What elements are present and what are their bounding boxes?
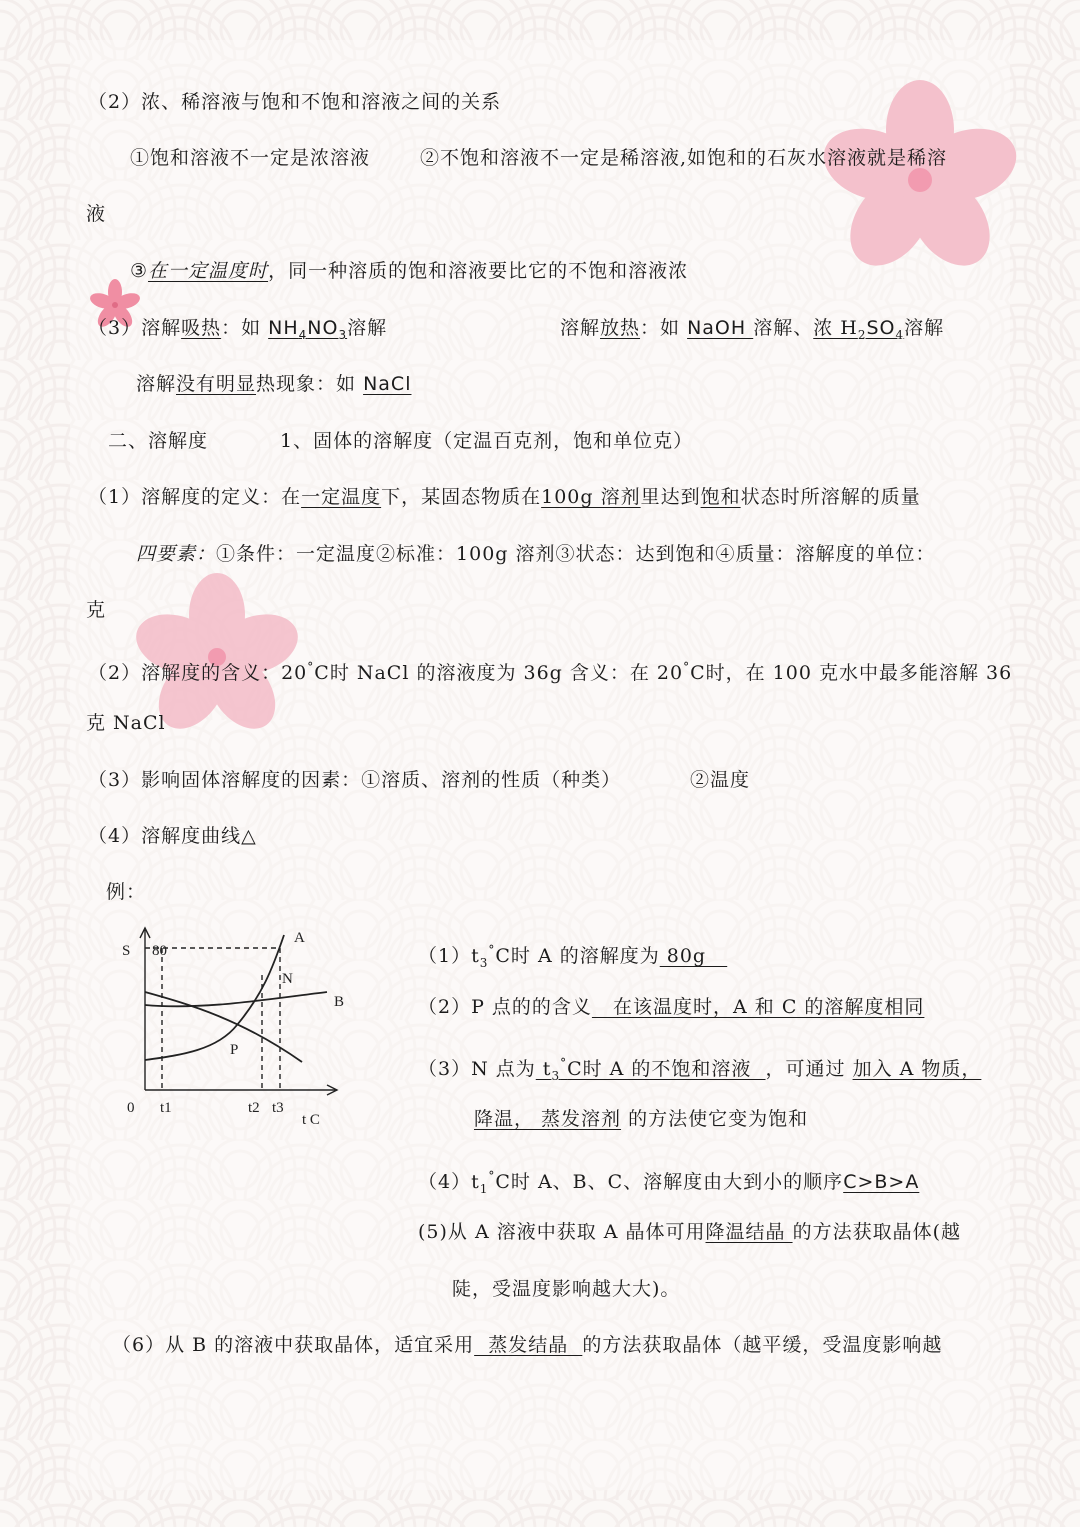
q3-l2-answer: 降温， 蒸发溶剂 [474, 1108, 622, 1130]
q3-ans1-sub: 3 [551, 1069, 561, 1083]
series-b-label: B [334, 994, 345, 1010]
q4-sub: 1 [479, 1182, 489, 1196]
so-part: SO [866, 317, 896, 339]
origin-label: 0 [127, 1100, 135, 1116]
noheat-prefix: 溶解 [136, 373, 177, 395]
four-elements-cont: 克 [86, 599, 107, 621]
section2-point3 [130, 259, 688, 283]
nh-part: NH [268, 317, 299, 339]
q2-a: （2）P 点的的含义 [418, 996, 592, 1018]
def-mid1: 下，某固态物质在 [381, 486, 542, 508]
q6-a: （6）从 B 的溶液中获取晶体，适宜采用 [112, 1334, 475, 1356]
four-elements [136, 542, 936, 566]
q1-sub: 3 [479, 956, 489, 970]
question-4 [418, 1164, 919, 1201]
noheat-mid: 热现象：如 [256, 373, 364, 395]
section2-title: （2）浓、稀溶液与饱和不饱和溶液之间的关系 [88, 91, 502, 113]
part2-subheading: 1、固体的溶解度（定温百克剂，饱和单位克） [280, 430, 694, 452]
section3-endothermic [88, 316, 387, 347]
example-label: 例： [106, 881, 147, 903]
q6-b: 的方法获取晶体（越平缓，受温度影响越 [582, 1334, 943, 1356]
factors-temperature: ②温度 [690, 769, 751, 791]
q3-ans1-a: t [535, 1058, 552, 1080]
question-3-cont [474, 1107, 808, 1131]
part2-heading: 二、溶解度 [108, 430, 209, 452]
point3-prefix: ③ [130, 260, 149, 282]
meaning-a: （2）溶解度的含义：20 [88, 662, 308, 684]
four-label: 四要素： [136, 543, 217, 565]
question-5 [418, 1220, 961, 1244]
point3-rest: ，同一种溶质的饱和溶液要比它的不饱和溶液浓 [268, 260, 689, 282]
point-p-label: P [230, 1042, 239, 1058]
naoh-formula: NaOH [687, 317, 754, 339]
four-text: ①条件：一定温度②标准：100g 溶剂③状态：达到饱和④质量：溶解度的单位： [216, 543, 936, 565]
curve-title: （4）溶解度曲线△ [88, 825, 257, 847]
nacl-formula: NaCl [363, 373, 412, 395]
q2-answer: 在该温度时，A 和 C 的溶解度相同 [591, 996, 925, 1018]
solubility-curve-chart [112, 920, 362, 1135]
curve-c [145, 992, 302, 1062]
q4-deg: ° [488, 1169, 496, 1183]
q4-answer: C>B>A [843, 1171, 920, 1193]
y-tick-80: 80 [152, 943, 167, 959]
q3-b: ，可通过 [765, 1058, 853, 1080]
def-mid2: 里达到 [640, 486, 701, 508]
def-u2: 100g 溶剂 [541, 486, 641, 508]
section2-point2: ②不饱和溶液不一定是稀溶液,如饱和的石灰水溶液就是稀溶 [420, 147, 948, 169]
exothermic-mid: ：如 [640, 317, 688, 339]
def-tail: 状态时所溶解的质量 [740, 486, 921, 508]
endothermic-word: 吸热 [181, 317, 222, 339]
deg1: ° [307, 660, 315, 674]
q3-a: （3）N 点为 [418, 1058, 536, 1080]
section3-exothermic [560, 316, 944, 347]
question-5-cont: 陡，受温度影响越大大)。 [452, 1278, 681, 1300]
noheat-underlined: 没有明显 [176, 373, 257, 395]
q6-answer: 蒸发结晶 [474, 1334, 583, 1356]
x-tick-t1: t1 [160, 1100, 172, 1116]
def-u3: 饱和 [700, 486, 741, 508]
x-tick-t2: t2 [248, 1100, 260, 1116]
meaning-b: C时 NaCl 的溶液度为 36g 含义：在 20 [314, 662, 684, 684]
endothermic-prefix: （3）溶解 [88, 317, 182, 339]
section3-no-heat [136, 372, 411, 396]
y-axis-label: S [122, 943, 131, 959]
q3-answer2: 加入 A 物质， [852, 1058, 982, 1080]
section2-point1: ①饱和溶液不一定是浓溶液 [130, 147, 371, 169]
nh4no3-formula [268, 317, 348, 342]
q1-answer: 80g [659, 945, 728, 967]
q1-deg: ° [488, 943, 496, 957]
q5-a: (5)从 A 溶液中获取 A 晶体可用 [418, 1221, 706, 1243]
q5-answer: 降温结晶 [705, 1221, 793, 1243]
def-prefix: （1）溶解度的定义：在 [88, 486, 302, 508]
exothermic-prefix: 溶解 [560, 317, 601, 339]
no-sub: 3 [338, 328, 348, 342]
point-n-label: N [282, 971, 293, 987]
meaning-c: C时，在 100 克水中最多能溶解 36 [690, 662, 1013, 684]
factors-line: （3）影响固体溶解度的因素：①溶质、溶剂的性质（种类） [88, 769, 622, 791]
q5-b: 的方法获取晶体(越 [792, 1221, 961, 1243]
h-sub: 2 [857, 328, 867, 342]
x-tick-t3: t3 [272, 1100, 284, 1116]
q4-a: （4）t [418, 1171, 480, 1193]
solubility-definition [88, 485, 921, 509]
q4-b: C时 A、B、C、溶解度由大到小的顺序 [495, 1171, 844, 1193]
question-6 [112, 1333, 942, 1357]
section2-point2-cont: 液 [86, 203, 107, 225]
question-1 [418, 938, 727, 975]
no-part: NO [307, 317, 339, 339]
q3-deg: ° [560, 1056, 568, 1070]
endothermic-tail: 溶解 [347, 317, 388, 339]
solubility-meaning [88, 655, 1012, 685]
exothermic-word: 放热 [600, 317, 641, 339]
deg2: ° [683, 660, 691, 674]
def-u1: 一定温度 [301, 486, 382, 508]
q1-b: C时 A 的溶解度为 [495, 945, 660, 967]
so-sub: 4 [895, 328, 905, 342]
q3-l2-tail: 的方法使它变为饱和 [621, 1108, 809, 1130]
x-axis-label: t C [302, 1112, 320, 1128]
solubility-meaning-cont: 克 NaCl [86, 712, 166, 734]
exothermic-tail1: 溶解、 [753, 317, 814, 339]
h2so4-formula [813, 317, 905, 342]
question-2 [418, 995, 924, 1019]
question-3 [418, 1051, 981, 1088]
endothermic-mid: ：如 [221, 317, 269, 339]
exothermic-tail2: 溶解 [904, 317, 945, 339]
point3-underlined: 在一定温度时 [148, 260, 269, 282]
q3-answer1 [535, 1056, 766, 1083]
nh-sub: 4 [298, 328, 308, 342]
conc-h: 浓 H [813, 317, 858, 339]
q1-a: （1）t [418, 945, 480, 967]
large-flower-decoration [820, 80, 1020, 280]
series-a-label: A [294, 930, 305, 946]
q3-ans1-b: C时 A 的不饱和溶液 [567, 1058, 766, 1080]
